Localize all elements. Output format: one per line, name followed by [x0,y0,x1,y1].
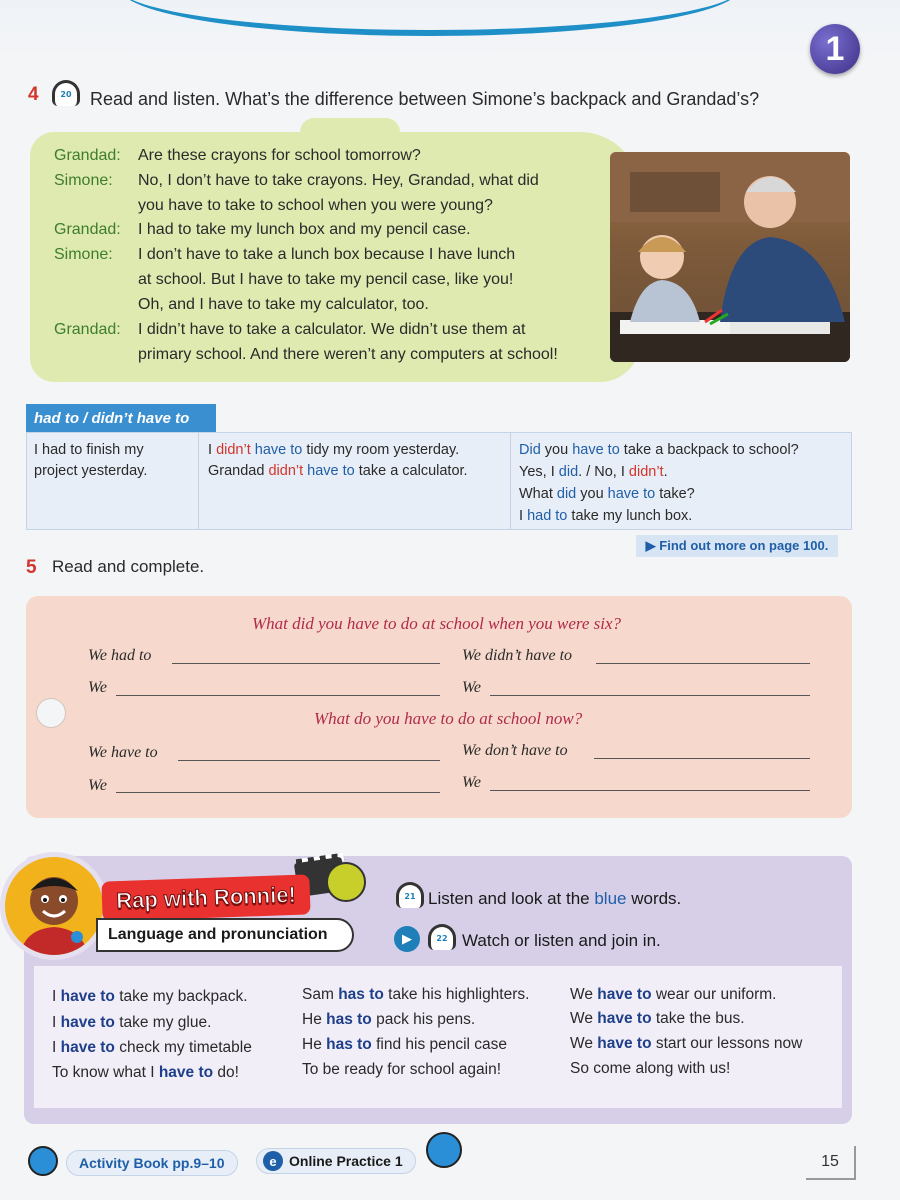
speaker-grandad: Grandad: [54,147,121,164]
speaker-simone: Simone: [54,246,113,263]
prompt-label: We had to [88,647,152,664]
prompt-label: We [88,679,107,696]
speaker-grandad: Grandad: [54,221,121,238]
grammar-tab-label: had to / didn’t have to [26,404,216,432]
dialogue-line: you have to take to school when you were young? [138,197,493,214]
answer-blank[interactable] [172,663,440,664]
mascot-bug-icon [426,1132,462,1168]
rap-lyric-line: I have to check my timetable [52,1039,252,1056]
grammar-col1-line: project yesterday. [34,463,148,479]
grammar-col2-line: Grandad didn’t have to take a calculator. [208,463,468,479]
rap-lyric-line: We have to wear our uniform. [570,986,777,1003]
prompt-label: We don’t have to [462,742,568,759]
exercise-5-number: 5 [26,557,37,578]
grammar-col3-line: Did you have to take a backpack to school? [519,442,799,458]
play-video-icon[interactable]: ▶ [394,926,420,952]
rap-lyric-line: Sam has to take his highlighters. [302,986,530,1003]
activity-book-link[interactable]: Activity Book pp.9–10 [66,1150,238,1176]
rap-lyric-line: So come along with us! [570,1060,731,1077]
audio-headphones-icon[interactable] [396,882,424,908]
prompt-label: We [462,679,481,696]
exercise-4-instruction: Read and listen. What’s the difference between Simone’s backpack and Grandad’s? [90,89,760,109]
dialogue-line: I had to take my lunch box and my pencil case. [138,221,471,238]
dialogue-line: I don’t have to take a lunch box because I have lunch [138,246,516,263]
answer-blank[interactable] [490,695,810,696]
ronnie-avatar [0,852,108,960]
grammar-col3-line: What did you have to take? [519,486,695,502]
dialogue-line: at school. But I have to take my pencil case, like you! [138,271,514,288]
rap-lyric-line: He has to find his pencil case [302,1036,508,1053]
mascot-bug-icon [326,862,366,902]
audio-headphones-icon[interactable] [428,924,456,950]
online-practice-label: Online Practice 1 [289,1153,403,1169]
grammar-col2-line: I didn’t have to tidy my room yesterday. [208,442,460,458]
dialogue-line: I didn’t have to take a calculator. We didn’t use them at [138,321,526,338]
prompt-label: We [462,774,481,791]
audio-track-number: 22 [436,934,448,943]
language-pronunciation-label: Language and pronunciation [96,918,354,952]
grandad-and-girl-photo [610,152,850,362]
answer-blank[interactable] [116,792,440,793]
answer-blank[interactable] [596,663,810,664]
prompt-label: We [88,777,107,794]
unit-badge: 1 [810,24,860,74]
rap-lyric-line: We have to start our lessons now [570,1035,803,1052]
prompt-label: We didn’t have to [462,647,573,664]
online-practice-icon: e [263,1151,283,1171]
rap-lyric-line: I have to take my backpack. [52,988,248,1005]
grammar-col1-line: I had to finish my [34,442,144,458]
page-hole-decoration [36,698,66,728]
audio-track-number: 20 [60,90,72,99]
exercise-4-number: 4 [28,84,39,105]
rap-lyric-line: To know what I have to do! [52,1064,239,1081]
speaker-simone: Simone: [54,172,113,189]
rap-lyric-line: We have to take the bus. [570,1010,745,1027]
rap-lyric-line: To be ready for school again! [302,1061,502,1078]
rap-lyric-line: I have to take my glue. [52,1014,212,1031]
grammar-col3-line: I had to take my lunch box. [519,508,693,524]
exercise-5-instruction: Read and complete. [52,557,205,576]
dialogue-line: Are these crayons for school tomorrow? [138,147,421,164]
grammar-col3-line: Yes, I did. / No, I didn’t. [519,464,668,480]
speaker-grandad: Grandad: [54,321,121,338]
rap-instruction-1: Listen and look at the blue words. [428,889,682,908]
answer-blank[interactable] [116,695,440,696]
online-practice-link[interactable] [256,1148,416,1174]
question-2: What do you have to do at school now? [314,709,583,728]
answer-blank[interactable] [178,760,440,761]
grammar-divider [198,432,199,530]
dialogue-line: primary school. And there weren’t any computers at school! [138,346,558,363]
answer-blank[interactable] [490,790,810,791]
find-out-more-link[interactable]: ▶ Find out more on page 100. [636,535,838,557]
page-number: 15 [806,1146,856,1180]
dialogue-line: No, I don’t have to take crayons. Hey, Grandad, what did [138,172,539,189]
rap-instruction-2: Watch or listen and join in. [462,931,661,950]
rap-title: Rap with Ronnie! [101,874,310,921]
audio-headphones-icon[interactable] [52,80,80,106]
question-1: What did you have to do at school when you were six? [252,614,622,633]
prompt-label: We have to [88,744,158,761]
audio-track-number: 21 [404,892,416,901]
answer-blank[interactable] [594,758,810,759]
grammar-divider [510,432,511,530]
dialogue-line: Oh, and I have to take my calculator, too. [138,296,429,313]
mascot-bug-icon [28,1146,58,1176]
rap-lyric-line: He has to pack his pens. [302,1011,476,1028]
